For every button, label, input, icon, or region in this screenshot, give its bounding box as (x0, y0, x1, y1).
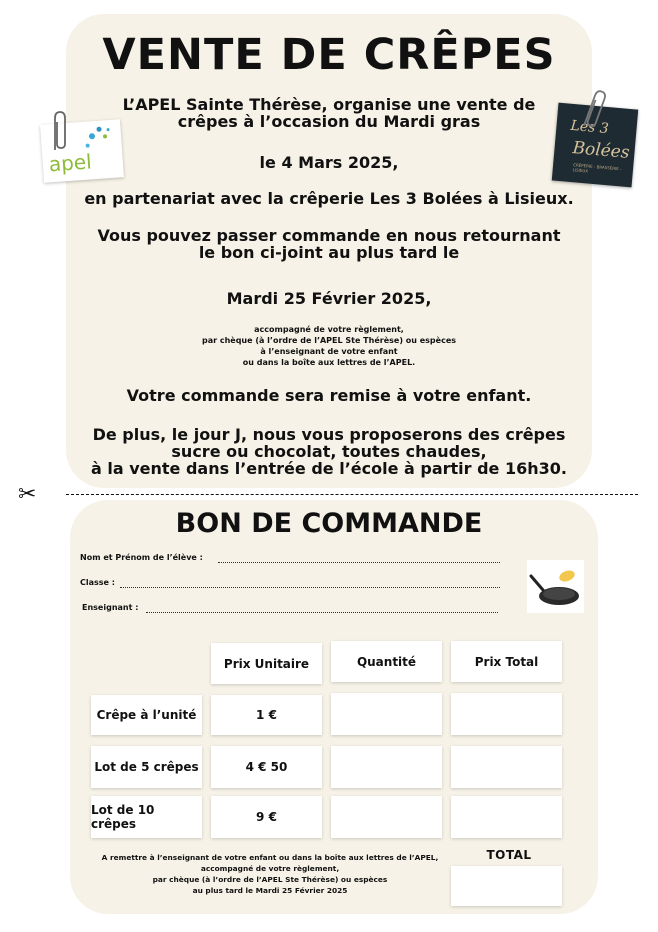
quantity-single-crepe-field[interactable] (331, 693, 442, 735)
footer-line-1: A remettre à l’enseignant de votre enfant ou dans la boîte aux lettres de l’APEL, (101, 853, 439, 862)
order-instruction-1: Vous pouvez passer commande en nous retournant (97, 226, 561, 245)
header-total-price: Prix Total (451, 641, 562, 682)
paperclip-icon (582, 88, 606, 132)
order-form-title: BON DE COMMANDE (175, 508, 483, 539)
payment-line-4: ou dans la boîte aux lettres de l’APEL. (242, 358, 416, 367)
header-quantity: Quantité (331, 641, 442, 682)
grand-total-field[interactable] (451, 866, 562, 906)
extra-line-2: sucre ou chocolat, toutes chaudes, (171, 442, 487, 461)
total-single-crepe-field[interactable] (451, 693, 562, 735)
crepe-pan-icon (527, 560, 584, 613)
row-label-lot-5: Lot de 5 crêpes (91, 746, 202, 788)
deadline-date: Mardi 25 Février 2025, (226, 289, 432, 308)
quantity-lot-10-field[interactable] (331, 796, 442, 838)
total-lot-5-field[interactable] (451, 746, 562, 788)
total-label: TOTAL (486, 848, 532, 862)
intro-line-2: crêpes à l’occasion du Mardi gras (177, 112, 481, 131)
payment-line-3: à l’enseignant de votre enfant (260, 347, 398, 356)
apel-logo-text: apel (48, 149, 93, 177)
cut-line (66, 494, 638, 495)
row-price-lot-10: 9 € (211, 796, 322, 838)
teacher-input[interactable] (146, 612, 498, 613)
payment-line-1: accompagné de votre règlement, (254, 325, 404, 334)
field-label-class: Classe : (80, 578, 115, 587)
bolees-logo-top: Les 3 (569, 117, 610, 138)
row-label-lot-10: Lot de 10 crêpes (91, 796, 202, 838)
student-name-input[interactable] (218, 562, 500, 563)
footer-line-4: au plus tard le Mardi 25 Février 2025 (192, 886, 348, 895)
scissors-icon: ✂ (18, 482, 37, 507)
total-lot-10-field[interactable] (451, 796, 562, 838)
header-unit-price: Prix Unitaire (211, 643, 322, 684)
row-price-single-crepe: 1 € (211, 695, 322, 735)
delivery-text: Votre commande sera remise à votre enfant. (126, 386, 532, 405)
payment-line-2: par chèque (à l’ordre de l’APEL Ste Thérèse) ou espèces (201, 336, 457, 345)
bolees-logo-main: Bolées (571, 138, 631, 163)
field-label-teacher: Enseignant : (82, 603, 139, 612)
row-price-lot-5: 4 € 50 (211, 746, 322, 788)
bolees-logo-sub: CRÊPERIE - BRASSERIE - LISIEUX (572, 162, 622, 174)
footer-line-2: accompagné de votre règlement, (200, 864, 340, 873)
quantity-lot-5-field[interactable] (331, 746, 442, 788)
row-label-single-crepe: Crêpe à l’unité (91, 695, 202, 735)
paperclip-icon (48, 110, 70, 154)
page-title: VENTE DE CRÊPES (102, 30, 556, 80)
partner-text: en partenariat avec la crêperie Les 3 Bolées à Lisieux. (84, 189, 574, 208)
field-label-student-name: Nom et Prénom de l’élève : (80, 553, 203, 562)
footer-line-3: par chèque (à l’ordre de l’APEL Ste Thérèse) ou espèces (152, 875, 388, 884)
class-input[interactable] (120, 587, 500, 588)
order-instruction-2: le bon ci-joint au plus tard le (198, 243, 460, 262)
extra-line-3: à la vente dans l’entrée de l’école à partir de 16h30. (91, 459, 567, 478)
event-date: le 4 Mars 2025, (259, 153, 399, 172)
intro-line-1: L’APEL Sainte Thérèse, organise une vente de (122, 95, 536, 114)
extra-line-1: De plus, le jour J, nous vous proposerons des crêpes (92, 425, 566, 444)
order-form-footer (84, 852, 456, 896)
